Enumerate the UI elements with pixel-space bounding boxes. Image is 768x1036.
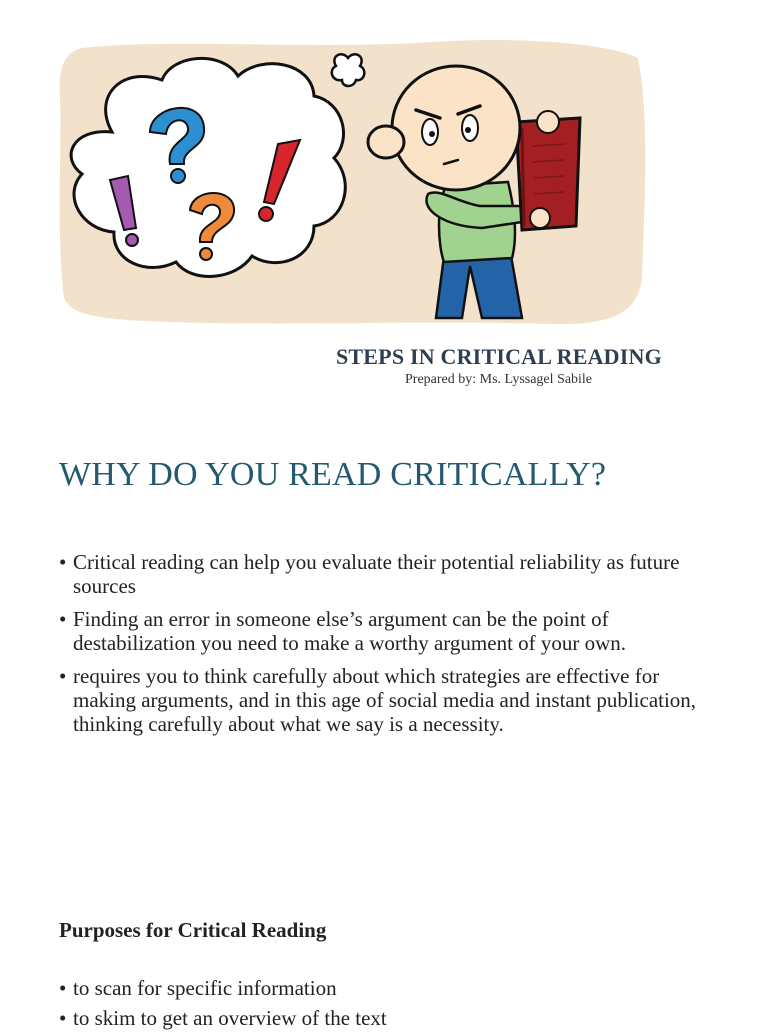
reasons-list: [59, 550, 719, 745]
bullet-icon: •: [59, 1006, 67, 1030]
slide-subtitle: Prepared by: Ms. Lyssagel Sabile: [405, 372, 593, 387]
list-item: [59, 1006, 719, 1030]
list-item: [59, 664, 719, 736]
bullet-icon: •: [59, 664, 67, 688]
list-item-text: Critical reading can help you evaluate their potential reliability as future sources: [73, 550, 680, 598]
bullet-icon: •: [59, 976, 67, 1000]
list-item: [59, 550, 719, 598]
section-heading: WHY DO YOU READ CRITICALLY?: [59, 456, 607, 493]
list-item-text: requires you to think carefully about which strategies are effective for making arguments, and in this age of social media and instant publication, thinking carefully about what we say is a necessity.: [73, 664, 697, 736]
thinking-boy-illustration: [52, 36, 652, 328]
purposes-list: [59, 976, 719, 1036]
slide-title: STEPS IN CRITICAL READING: [336, 344, 662, 369]
list-item-text: to skim to get an overview of the text: [73, 1006, 387, 1030]
bullet-icon: •: [59, 607, 67, 631]
bullet-icon: •: [59, 550, 67, 574]
purposes-heading: Purposes for Critical Reading: [59, 918, 327, 942]
list-item-text: Finding an error in someone else’s argument can be the point of destabilization you need to make a worthy argument of your own.: [73, 607, 627, 655]
list-item: [59, 976, 719, 1000]
list-item-text: to scan for specific information: [73, 976, 337, 1000]
list-item: [59, 607, 719, 655]
